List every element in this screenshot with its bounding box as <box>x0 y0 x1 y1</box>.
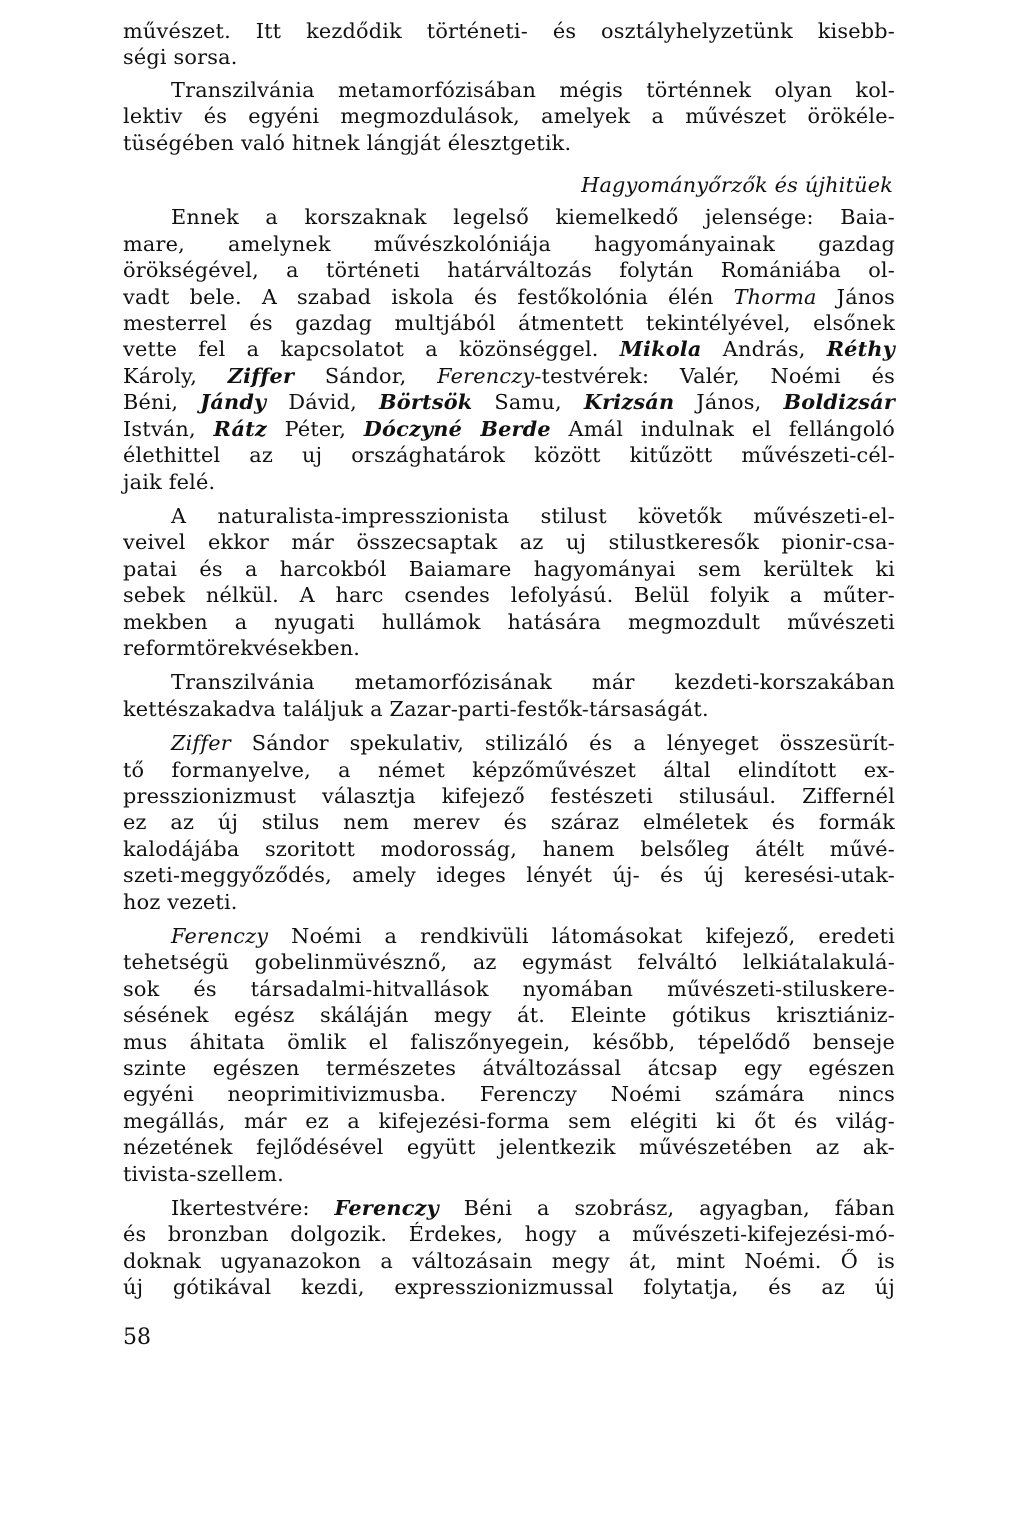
person-name: Krizsán <box>583 389 675 415</box>
text-line: művészet. Itt kezdődik történeti- és osztályhelyzetünk kisebb- <box>123 19 895 43</box>
text-line: Ferenczy Noémi a rendkivüli látomásokat kifejező, eredeti <box>171 924 895 948</box>
person-name: Boldizsár <box>783 389 896 415</box>
person-name: Ferenczy <box>437 363 535 388</box>
person-name: Börtsök <box>379 389 473 415</box>
text-line: élethittel az uj országhatárok között kitűzött művészeti-cél- <box>123 443 895 468</box>
text-line: sésének egész skáláján megy át. Eleinte gótikus krisztiániz- <box>123 1003 895 1028</box>
person-name: Ziffer <box>227 362 295 388</box>
text-line: mus áhitata ömlik el faliszőnyegein, később, tépelődő benseje <box>123 1029 895 1054</box>
text-line: hoz vezeti. <box>123 889 238 914</box>
text-line: sok és társadalmi-hitvallások nyomában művészeti-stiluskere- <box>123 976 895 1001</box>
text-line: presszionizmust választja kifejező festészeti stilusául. Ziffernél <box>123 783 895 808</box>
person-name: Dóczyné Berde <box>363 415 551 441</box>
text-line: patai és a harcokból Baiamare hagyományai sem kerültek ki <box>123 556 895 581</box>
text-line: mesterrel és gazdag multjából átmentett tekintélyével, elsőnek <box>123 311 895 336</box>
person-name: Réthy <box>826 336 896 362</box>
text-line: sebek nélkül. A harc csendes lefolyású. Belül folyik a műter- <box>123 583 895 608</box>
text-line: Ikertestvére: Ferenczy Béni a szobrász, agyagban, fában <box>171 1195 895 1221</box>
text-line: mekben a nyugati hullámok hatására megmozdult művészeti <box>123 609 895 634</box>
paragraph-3 <box>123 204 895 494</box>
text-line: kalodájába szoritott modorosság, hanem belsőleg átélt művé- <box>123 836 895 861</box>
person-name: Ferenczy <box>334 1195 439 1221</box>
text-line: kettészakadva találjuk a Zazar-parti-festők-társaságát. <box>123 696 709 721</box>
text-line: Ennek a korszaknak legelső kiemelkedő jelensége: Baia- <box>171 205 895 230</box>
paragraph-8 <box>123 1195 895 1301</box>
person-name: Thorma <box>733 284 817 309</box>
person-name: Ferenczy <box>171 924 269 948</box>
text-line: tüségében való hitnek lángját élesztgetik. <box>123 130 572 155</box>
text-line: tivista-szellem. <box>123 1161 284 1186</box>
paragraph-7 <box>123 923 895 1187</box>
text-line: jaik felé. <box>123 469 216 494</box>
person-name: Rátz <box>213 415 267 441</box>
text-line: ségi sorsa. <box>123 45 238 70</box>
person-name: Jándy <box>200 389 267 415</box>
text-line: vadt bele. A szabad iskola és festőkolónia élén Thorma János <box>123 284 896 309</box>
text-line: István, Rátz Péter, Dóczyné Berde Amál indulnak el fellángoló <box>123 415 896 441</box>
paragraph-6 <box>123 730 895 915</box>
text-line: vette fel a kapcsolatot a közönséggel. Mikola András, Réthy <box>123 336 896 362</box>
text-line: megállás, már ez a kifejezési-forma sem elégiti ki őt és világ- <box>123 1108 895 1133</box>
text-line: Károly, Ziffer Sándor, Ferenczy-testvérek: Valér, Noémi és <box>123 362 895 388</box>
text-line: reformtörekvésekben. <box>123 635 361 660</box>
text-line: örökségével, a történeti határváltozás folytán Romániába ol- <box>123 258 895 283</box>
text-line: veivel ekkor már összecsaptak az uj stilustkeresők pionir-csa- <box>123 530 895 555</box>
paragraph-4 <box>123 503 895 661</box>
text-line: Ziffer Sándor spekulativ, stilizáló és a lényeget összesürít- <box>171 731 895 756</box>
text-line: Transzilvánia metamorfózisának már kezdeti-korszakában <box>171 670 895 695</box>
paragraph-5 <box>123 669 895 722</box>
text-line: szeti-meggyőződés, amely ideges lényét új- és új keresési-utak- <box>123 863 895 888</box>
text-line: A naturalista-impresszionista stilust követők művészeti-el- <box>171 503 895 528</box>
text-line: Transzilvánia metamorfózisában mégis történnek olyan kol- <box>171 77 895 102</box>
text-line: és bronzban dolgozik. Érdekes, hogy a művészeti-kifejezési-mó- <box>123 1222 895 1247</box>
text-line: ez az új stilus nem merev és száraz elméletek és formák <box>123 810 895 835</box>
text-line: új gótikával kezdi, expresszionizmussal folytatja, és az új <box>123 1275 895 1300</box>
person-name: Mikola <box>619 336 702 362</box>
text-line: tő formanyelve, a német képzőművészet által elindított ex- <box>123 757 895 782</box>
text-line: lektiv és egyéni megmozdulások, amelyek a művészet örökéle- <box>123 104 895 129</box>
page-number: 58 <box>123 1325 151 1350</box>
text-line: Béni, Jándy Dávid, Börtsök Samu, Krizsán János, Boldizsár <box>123 389 896 415</box>
person-name: Ziffer <box>171 731 231 756</box>
text-line: mare, amelynek művészkolóniája hagyományainak gazdag <box>123 231 895 256</box>
text-line: doknak ugyanazokon a változásain megy át, mint Noémi. Ő is <box>123 1248 895 1273</box>
paragraph-1 <box>123 18 895 71</box>
section-heading: Hagyományőrzők és újhitüek <box>581 173 893 198</box>
text-line: szinte egészen természetes átváltozással átcsap egy egészen <box>123 1056 895 1081</box>
text-line: egyéni neoprimitivizmusba. Ferenczy Noémi számára nincs <box>123 1082 895 1107</box>
page-text-column <box>123 18 895 1309</box>
text-line: tehetségü gobelinmüvésznő, az egymást felváltó lelkiátalakulá- <box>123 950 895 975</box>
paragraph-2 <box>123 77 895 156</box>
text-line: nézetének fejlődésével együtt jelentkezik művészetében az ak- <box>123 1135 895 1160</box>
